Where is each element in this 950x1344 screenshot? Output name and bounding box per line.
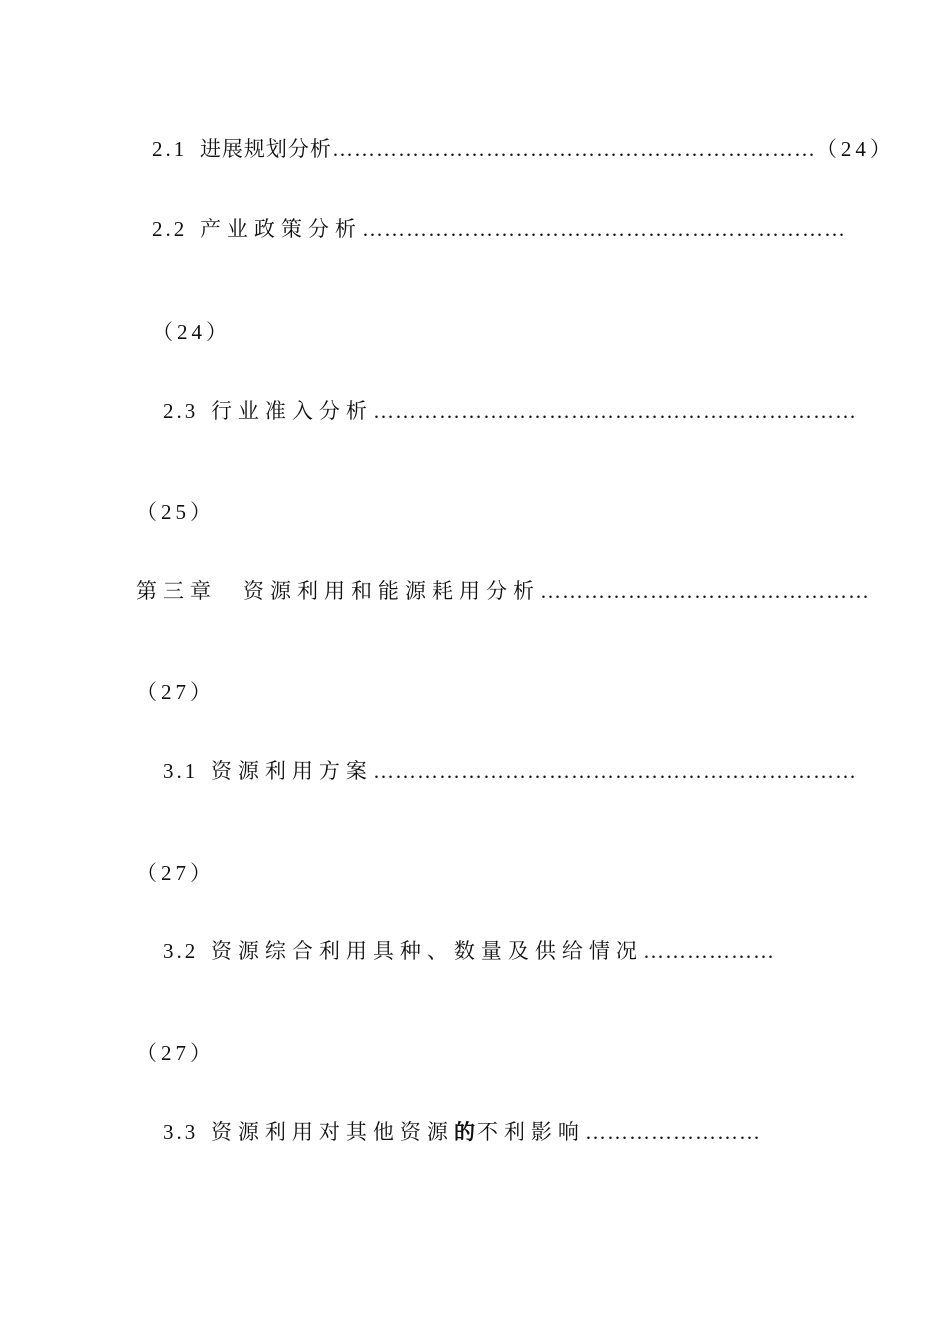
section-number: 2.3 [163, 399, 199, 423]
leader-dots: ……………… [642, 939, 775, 963]
toc-chapter-3 [136, 577, 870, 605]
toc-entry-2-3 [163, 397, 857, 425]
leader-dots: ……………………………………… [540, 579, 870, 603]
toc-entry-3-2 [163, 937, 775, 965]
section-title: 产业政策分析 [199, 217, 362, 241]
toc-entry-2-2 [152, 215, 846, 243]
toc-page-continuation [136, 859, 215, 887]
toc-entry-2-1 [152, 135, 895, 163]
leader-dots: ………………………………………………………… [372, 399, 857, 423]
section-title: 行业准入分析 [210, 399, 373, 423]
toc-entry-3-3 [163, 1118, 761, 1146]
page-number: （27） [136, 861, 215, 885]
section-number: 2.1 [152, 137, 188, 161]
section-title: 资源利用方案 [210, 759, 373, 783]
toc-page-continuation [136, 678, 215, 706]
page-number: （25） [136, 500, 215, 524]
toc-page-continuation [136, 498, 215, 526]
section-number: 3.2 [163, 939, 199, 963]
toc-page-continuation [152, 318, 231, 346]
page-number: （24） [815, 137, 895, 161]
leader-dots: ………………………………………………………… [331, 137, 816, 161]
section-number: 2.2 [152, 217, 188, 241]
section-title-part: 的 [453, 1120, 477, 1144]
section-title: 进展规划分析 [199, 137, 332, 161]
leader-dots: ………………………………………………………… [372, 759, 857, 783]
section-number: 3.1 [163, 759, 199, 783]
toc-page-continuation [136, 1039, 215, 1067]
section-title: 资源综合利用具种、数量及供给情况 [210, 939, 643, 963]
section-title-part: 不利影响 [476, 1120, 585, 1144]
page-number: （24） [152, 320, 231, 344]
leader-dots: ………………………………………………………… [361, 217, 846, 241]
chapter-title: 资源利用和能源耗用分析 [243, 579, 540, 603]
page-number: （27） [136, 1041, 215, 1065]
section-title-part: 资源利用对其他资源 [210, 1120, 454, 1144]
leader-dots: …………………… [584, 1120, 761, 1144]
chapter-label: 第三章 [136, 579, 217, 603]
page-number: （27） [136, 680, 215, 704]
toc-entry-3-1 [163, 757, 857, 785]
section-number: 3.3 [163, 1120, 199, 1144]
